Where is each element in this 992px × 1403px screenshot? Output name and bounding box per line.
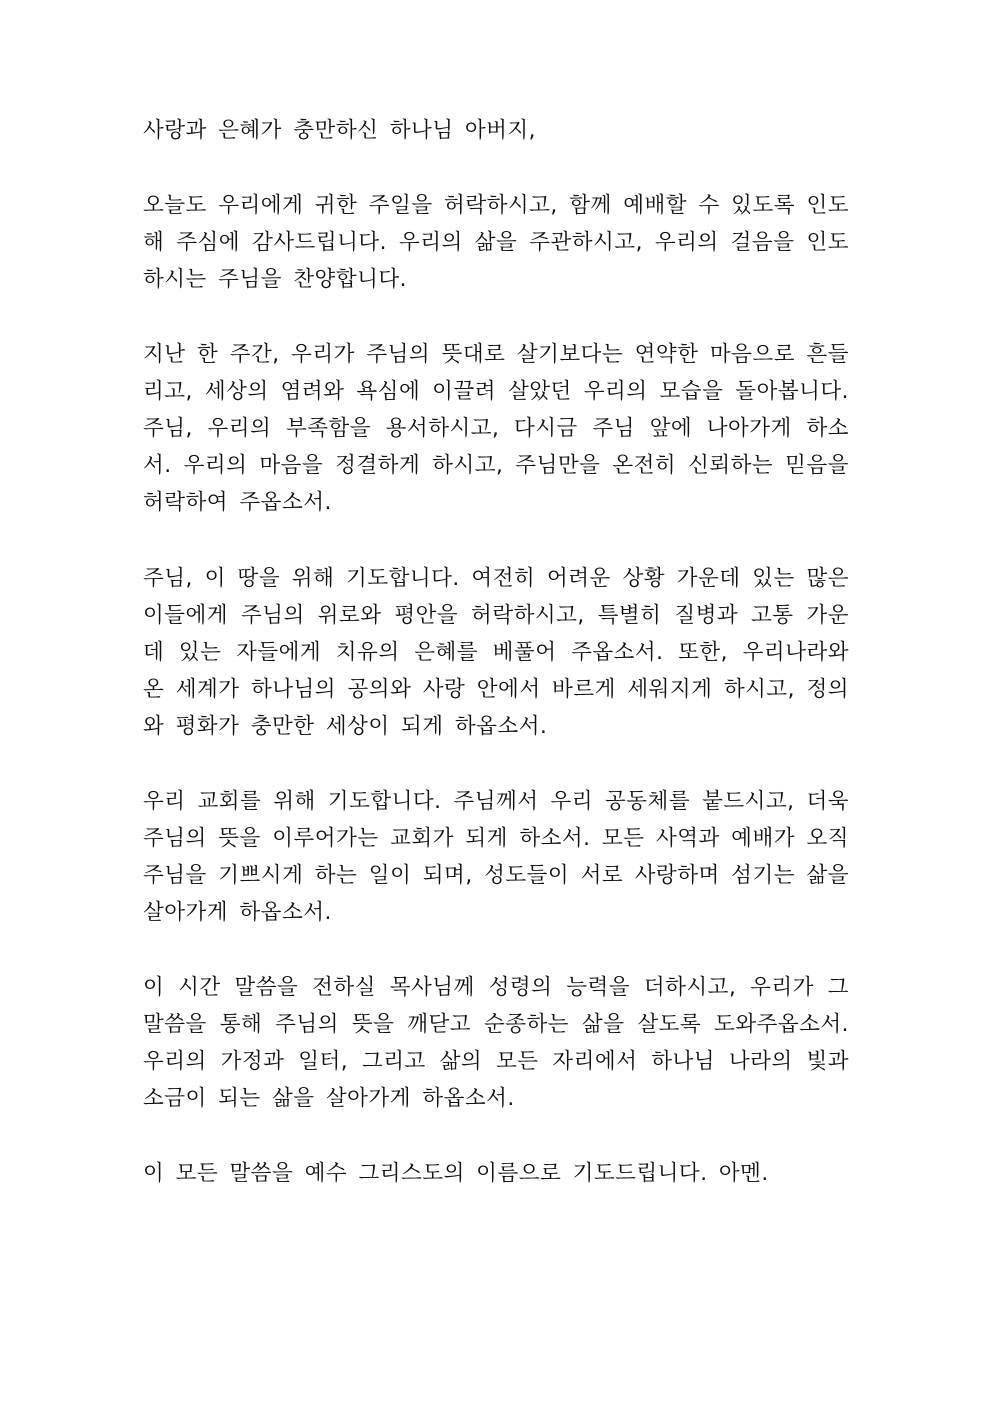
prayer-paragraph-nation: 주님, 이 땅을 위해 기도합니다. 여전히 어려운 상황 가운데 있는 많은 이들에게 주님의 위로와 평안을 허락하시고, 특별히 질병과 고통 가운데 있는 자들에게 치유의 은혜를 베풀어 주옵소서. 또한, 우리나라와 온 세계가 하나님의 공의와 사랑 안에서 바르게 세워지게 하시고, 정의와 평화가 충만한 세상이 되게 하옵소서. — [143, 566, 849, 739]
prayer-paragraph-church: 우리 교회를 위해 기도합니다. 주님께서 우리 공동체를 붙드시고, 더욱 주님의 뜻을 이루어가는 교회가 되게 하소서. 모든 사역과 예배가 오직 주님을 기쁘시게 하는 일이 되며, 성도들이 서로 사랑하며 섬기는 삶을 살아가게 하옵소서. — [143, 789, 849, 925]
prayer-paragraph-closing: 이 모든 말씀을 예수 그리스도의 이름으로 기도드립니다. 아멘. — [143, 1161, 769, 1186]
prayer-paragraph-confession: 지난 한 주간, 우리가 주님의 뜻대로 살기보다는 연약한 마음으로 흔들리고, 세상의 염려와 욕심에 이끌려 살았던 우리의 모습을 돌아봅니다. 주님, 우리의 부족함을 용서하시고, 다시금 주님 앞에 나아가게 하소서. 우리의 마음을 정결하게 하시고, 주님만을 온전히 신뢰하는 믿음을 허락하여 주옵소서. — [143, 342, 849, 515]
prayer-paragraph-opening: 사랑과 은혜가 충만하신 하나님 아버지, — [143, 118, 536, 143]
prayer-paragraph-sermon: 이 시간 말씀을 전하실 목사님께 성령의 능력을 더하시고, 우리가 그 말씀을 통해 주님의 뜻을 깨닫고 순종하는 삶을 살도록 도와주옵소서. 우리의 가정과 일터, 그리고 삶의 모든 자리에서 하나님 나라의 빛과 소금이 되는 삶을 살아가게 하옵소서. — [143, 975, 849, 1111]
prayer-paragraph-thanksgiving: 오늘도 우리에게 귀한 주일을 허락하시고, 함께 예배할 수 있도록 인도해 주심에 감사드립니다. 우리의 삶을 주관하시고, 우리의 걸음을 인도하시는 주님을 찬양합니다. — [143, 193, 849, 292]
